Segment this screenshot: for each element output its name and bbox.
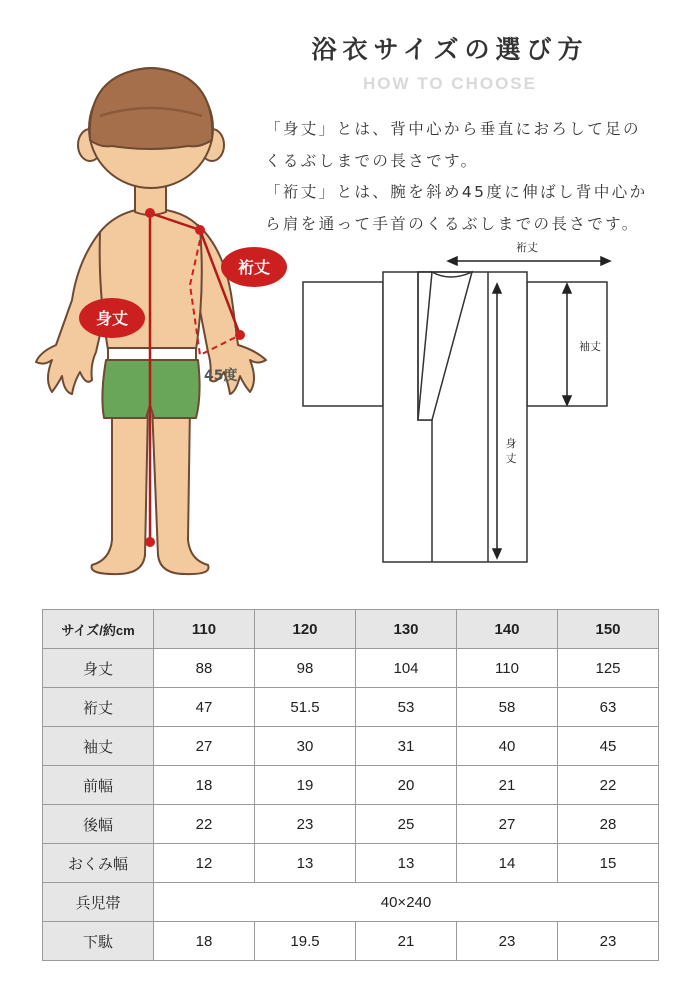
sodetake-diagram-label: 袖丈 [579,340,601,353]
table-cell-merged: 40×240 [154,883,659,922]
table-corner-label: サイズ/約cm [43,610,154,649]
description-line-2: くるぶしまでの長さです。 [265,152,479,170]
row-label: 裄丈 [43,688,154,727]
size-header: 110 [154,610,255,649]
table-cell: 27 [457,805,558,844]
row-label: 兵児帯 [43,883,154,922]
table-cell: 53 [356,688,457,727]
table-cell: 104 [356,649,457,688]
page-subtitle: HOW TO CHOOSE [363,74,537,93]
table-cell: 63 [558,688,659,727]
table-cell: 58 [457,688,558,727]
table-cell: 31 [356,727,457,766]
marker-dot [235,330,245,340]
marker-dot [195,225,205,235]
table-cell: 14 [457,844,558,883]
size-header: 150 [558,610,659,649]
row-label: 袖丈 [43,727,154,766]
table-cell: 88 [154,649,255,688]
table-cell: 21 [457,766,558,805]
table-cell: 15 [558,844,659,883]
table-row [43,766,659,805]
size-header: 120 [255,610,356,649]
mitake-diagram-label-bottom: 丈 [505,452,517,465]
table-cell: 19.5 [255,922,356,961]
table-cell: 40 [457,727,558,766]
table-cell: 18 [154,922,255,961]
row-label: 後幅 [43,805,154,844]
row-label: 前幅 [43,766,154,805]
table-cell: 125 [558,649,659,688]
marker-dot [145,537,155,547]
size-header: 130 [356,610,457,649]
table-cell: 20 [356,766,457,805]
angle-label: 45度 [204,368,238,384]
table-cell: 25 [356,805,457,844]
table-cell: 13 [255,844,356,883]
table-cell: 19 [255,766,356,805]
table-cell: 51.5 [255,688,356,727]
row-label: 身丈 [43,649,154,688]
table-cell: 47 [154,688,255,727]
badge-yukitake [221,247,287,287]
table-row-obi [43,883,659,922]
badge-yukitake-label: 裄丈 [237,258,271,277]
table-row [43,844,659,883]
description-line-4: ら肩を通って手首のくるぶしまでの長さです。 [265,215,640,233]
table-row [43,688,659,727]
table-row [43,727,659,766]
table-cell: 27 [154,727,255,766]
page-title: 浴衣サイズの選び方 [311,35,589,64]
left-sleeve [303,282,383,406]
garment-diagram [303,272,607,562]
table-header-row [43,610,659,649]
table-cell: 23 [255,805,356,844]
table-cell: 23 [558,922,659,961]
table-cell: 12 [154,844,255,883]
table-cell: 22 [558,766,659,805]
row-label: 下駄 [43,922,154,961]
row-label: おくみ幅 [43,844,154,883]
size-table [42,609,659,961]
size-header: 140 [457,610,558,649]
table-row [43,649,659,688]
mitake-diagram-label-top: 身 [505,437,517,450]
table-cell: 23 [457,922,558,961]
description-line-1: 「身丈」とは、背中心から垂直におろして足の [265,120,641,138]
table-row-geta [43,922,659,961]
description-line-3: 「裄丈」とは、腕を斜め45度に伸ばし背中心か [265,183,648,201]
table-cell: 18 [154,766,255,805]
yukitake-diagram-label: 裄丈 [516,241,538,254]
table-cell: 45 [558,727,659,766]
table-cell: 98 [255,649,356,688]
badge-mitake [79,298,145,338]
table-cell: 21 [356,922,457,961]
table-cell: 13 [356,844,457,883]
table-cell: 110 [457,649,558,688]
table-row [43,805,659,844]
table-cell: 30 [255,727,356,766]
badge-mitake-label: 身丈 [95,309,129,328]
marker-dot [145,208,155,218]
table-cell: 28 [558,805,659,844]
table-cell: 22 [154,805,255,844]
